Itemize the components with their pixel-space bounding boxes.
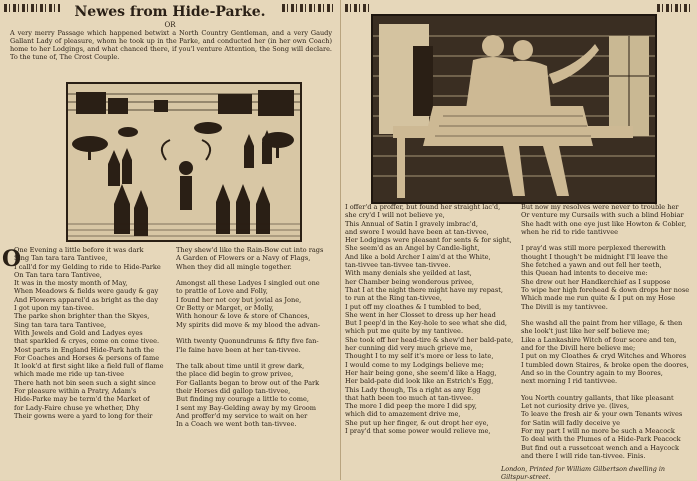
verse-line: this Quean had intents to deceive me:	[521, 269, 648, 278]
verse-line: You North country gallants, that like pleasant	[521, 393, 674, 402]
verse-line: for Satin will fadly deceive ye	[521, 418, 620, 427]
verse-line: She hadt with one eye just like Howton & Cobler,	[521, 219, 687, 228]
verse-line: A Garden of Flowers or a Navy of Flags,	[176, 254, 311, 263]
ornamental-border-left	[4, 4, 60, 12]
verse-line: I'le faine have been at her tan-tivvee.	[176, 345, 301, 354]
verse-line: I put off my cloathes & I tumbled to bed,	[345, 302, 482, 311]
verse-line: Or venture my Cursails with such a blind Hobiar	[521, 211, 684, 220]
woodcut-park-scene	[66, 82, 302, 242]
verse-line: next morning I rid tantivvee.	[521, 377, 618, 386]
verse-line: Or Betty or Marget, or Molly,	[176, 304, 274, 313]
verse-line: The parke shon brighter than the Skyes,	[14, 312, 150, 321]
verse-line: And proffer'd my service to wait on her	[176, 411, 308, 420]
drop-capital: O	[2, 246, 22, 272]
verse-line: On Tan tara tara Tantivee,	[14, 270, 102, 279]
verse-line: her Chamber being wonderous privee,	[345, 277, 474, 286]
verse-line: Her hair being gone, she seem'd like a Hagg,	[345, 368, 497, 377]
verse-line: With Jewels and Gold and Ladyes eyes	[14, 328, 143, 337]
verse-line: to run at the Ring tan-tivvee,	[345, 294, 442, 303]
verse-line: She drew out her Handkerchief as I suppose	[521, 277, 671, 286]
verse-line: which did to amazement drive me,	[345, 410, 461, 419]
verse-line: It was in the mosty month of May,	[14, 279, 128, 288]
verse-line: when he rid to ride tantivvee	[521, 227, 618, 236]
verse-line: It look'd at first sight like a field full of flame	[14, 362, 164, 371]
verse-line: And like a bold Archer I aim'd at the White,	[345, 252, 491, 261]
verse-line: Her Lodgings were pleasant for sents & for sight,	[345, 236, 512, 245]
verse-line: Let not curiosity drive ye. (lives,	[521, 402, 630, 411]
verse-line: her cunning did very much grieve me,	[345, 344, 473, 353]
verse-line: Amongst all these Ladyes I singled out one	[176, 279, 320, 288]
verse-line: I offer'd a proffer, but found her straight lac'd,	[345, 203, 501, 211]
verse-line: I pray'd was still more perplexed therewith	[521, 244, 666, 253]
verse-line: One Evening a little before it was dark	[14, 246, 144, 254]
verse-line: The Divill is my tantivvee.	[521, 302, 608, 311]
verse-line: With many denials she yeilded at last,	[345, 269, 472, 278]
verse-line: The more I did peep the more I did spy,	[345, 402, 477, 411]
verse-line: which put me quite by my tantivee.	[345, 327, 464, 336]
verse-line: Sing tan tara tara Tantivee,	[14, 320, 107, 329]
ornamental-border-right	[282, 4, 336, 12]
text-column-3	[345, 203, 517, 465]
verse-line: that sparkled & cryes, come on come tivee.	[14, 337, 160, 346]
verse-line: This Lady though, Tis a right as any Egg	[345, 385, 481, 394]
verse-line: She seem'd as an Angel by Candle-light,	[345, 244, 480, 253]
verse-line: The talk about time until it grew dark,	[176, 362, 305, 371]
verse-line: For my part I will no more be such a Meacock	[521, 427, 675, 436]
verse-line	[521, 311, 693, 319]
verse-line: And Flowers apparel'd as bright as the day	[14, 295, 159, 304]
title-or: OR	[164, 21, 176, 29]
verse-line: for Lady-Faire chuse ye whether, Dhy	[14, 403, 140, 412]
woodcut-park-illustration	[68, 84, 300, 240]
verse-line: which made me ride up tan-tivee	[14, 370, 125, 379]
verse-line: Which made me run quite & I put on my Hose	[521, 294, 676, 303]
verse-line: and for the Divill here believe me;	[521, 344, 636, 353]
ornamental-border-top-left	[345, 4, 371, 12]
verse-line: I put on my Cloathes & cryd Witches and Whores	[521, 352, 687, 361]
verse-line: For Gallants began to brow out of the Park	[176, 378, 320, 387]
verse-line: tan-tivvee tan-tivvee tan-tivvee.	[345, 261, 451, 270]
verse-line: thought I though't be midnight I'll leave the	[521, 252, 668, 261]
verse-line: I found her not coy but jovial as Jone,	[176, 295, 302, 304]
verse-line: But now my resolves were never to trouble her	[521, 203, 679, 211]
text-column-1	[14, 246, 176, 480]
verse-line: There hath not bin seen such a sight since	[14, 378, 156, 387]
verse-line: Hide-Parke may be term'd the Market of	[14, 395, 150, 404]
verse-line: For pleasure within a Pratry, Adam's	[14, 387, 137, 396]
verse-line: To leave the fresh air & your own Tenants wives	[521, 410, 683, 419]
verse-line: But finding my courage a little to come,	[176, 395, 309, 404]
woodcut-bedroom-illustration	[373, 16, 655, 202]
verse-line: She went in her Closset to dress up her head	[345, 310, 496, 319]
verse-line	[521, 386, 693, 394]
verse-line: Sing Tan tara tara Tantivee,	[14, 254, 108, 263]
imprint-line: London, Printed for William Gilbertson dwelling in Giltspur-street.	[501, 465, 665, 481]
verse-line: My spirits did move & my blood the advan-	[176, 320, 321, 329]
verse-line: She fetched a yawn and out fell her teeth,	[521, 261, 662, 270]
verse-line: To deal with the Plumes of a Hide-Park Peacock	[521, 435, 681, 444]
verse-line: And so in the Country again to my Boores,	[521, 368, 663, 377]
verse-line: With honour & love & store of Chances,	[176, 312, 310, 321]
verse-line: and there I will ride tan-tivvee. Finis.	[521, 451, 646, 460]
verse-line: She put up her finger, & out dropt her eye,	[345, 418, 489, 427]
verse-line: But I peep'd in the Key-hole to see what she did,	[345, 319, 508, 328]
right-page	[341, 0, 697, 480]
ornamental-border-top-right	[657, 4, 693, 12]
woodcut-bedroom-scene	[371, 14, 657, 204]
verse-line	[176, 354, 336, 362]
verse-line: that hath been too much at tan-tivvee.	[345, 393, 474, 402]
left-page	[0, 0, 341, 480]
verse-line: She washd all the paint from her village, & then	[521, 319, 683, 328]
verse-line: When Meadows & fields were gaudy & gay	[14, 287, 159, 296]
verse-line: To wipe her high forehead & down drops her nose	[521, 285, 690, 294]
verse-line: Thought I to my self it's more or less to late,	[345, 352, 494, 361]
verse-line: to prattle of Love and Folly,	[176, 287, 268, 296]
verse-line: the place did begin to grow privee,	[176, 370, 294, 379]
verse-line: They shew'd like the Rain-Bow cut into rags	[176, 246, 324, 254]
verse-line: That I at the night there might have my repast,	[345, 285, 503, 294]
text-column-4	[521, 203, 693, 465]
verse-line: I sent my Bay-Gelding away by my Groom	[176, 403, 317, 412]
verse-line: their Horses did gallop tan-tivvee,	[176, 387, 291, 396]
verse-line	[176, 271, 336, 279]
verse-line: and swore I would have been at tan-tivvee,	[345, 227, 489, 236]
verse-line: I got upon my tan-tivee.	[14, 304, 94, 313]
verse-line: I call'd for my Gelding to ride to Hide-Parke	[14, 262, 161, 271]
verse-line: Their gowns were a yard to long for their	[14, 411, 153, 420]
verse-line: For Coaches and Horses & persons of fame	[14, 353, 160, 362]
text-column-2	[176, 246, 336, 480]
ballad-intro: A very merry Passage which happened betwixt a North Country Gentleman, and a very Gaudy Gallant Lady of pleasure, whom he took up in the Parke, and conducted her (in her own Coach) home to her Lodgings, and what chanced there, if you'l venture Attention, the Song will declare. To the tune of, The Crost Couple.	[10, 29, 332, 61]
verse-line: Most parts in England Hide-Park hath the	[14, 345, 155, 354]
verse-line	[521, 236, 693, 244]
verse-line: she cry'd I will not believe ye,	[345, 211, 445, 220]
verse-line: She took off her head-tire & shew'd her bald-pate,	[345, 335, 514, 344]
verse-line: In a Coach we went both tan-tivvee.	[176, 420, 297, 429]
verse-line: With twenty Quonundrums & fifty five fan-	[176, 337, 319, 346]
verse-line: Like a Lankashire Witch of four score and ten,	[521, 335, 677, 344]
verse-line: I would come to my Lodgings believe me;	[345, 360, 484, 369]
ballad-title: Newes from Hide-Parke.	[74, 4, 266, 20]
verse-line: I pray'd that some power would relieve me,	[345, 427, 491, 436]
verse-line: When they did all mingle together.	[176, 262, 292, 271]
verse-line	[176, 329, 336, 337]
verse-line: But find out a russetcoat wench and a Haycock	[521, 443, 679, 452]
verse-line: she look't just like her self believe me;	[521, 327, 650, 336]
verse-line: This Annual of Satin I gravely imbrac'd,	[345, 219, 478, 228]
verse-line: I tumbled down Staires, & broke open the doores,	[521, 360, 689, 369]
verse-line: Her bald-pate did look like an Estrich's Egg,	[345, 377, 494, 386]
